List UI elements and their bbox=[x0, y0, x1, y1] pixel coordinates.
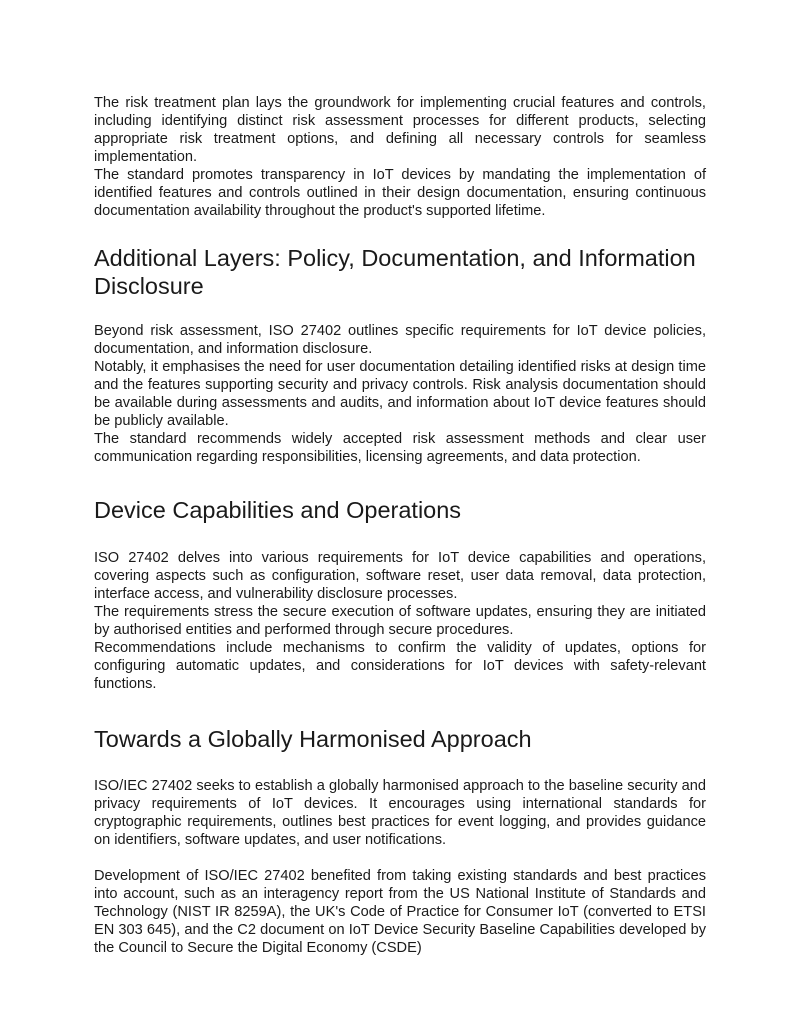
document-page bbox=[94, 94, 706, 957]
body-paragraph: The standard recommends widely accepted risk assessment methods and clear user communication regarding responsibilities, licensing agreements, and data protection. bbox=[94, 431, 706, 465]
section-device-capabilities bbox=[94, 496, 706, 693]
body-paragraph: ISO 27402 delves into various requirements for IoT device capabilities and operations, covering aspects such as configuration, software reset, user data removal, data protection, interface access, and vulnerability disclosure processes. bbox=[94, 550, 706, 602]
body-paragraph: Notably, it emphasises the need for user documentation detailing identified risks at design time and the features supporting security and privacy controls. Risk analysis documentation should be available during assessments and audits, and information about IoT device features should be publicly available. bbox=[94, 359, 706, 429]
intro-block bbox=[94, 94, 706, 220]
body-paragraph: The risk treatment plan lays the groundwork for implementing crucial features and controls, including identifying distinct risk assessment processes for different products, selecting appropriate risk treatment options, and defining all necessary controls for seamless implementation. bbox=[94, 95, 706, 165]
section-heading: Device Capabilities and Operations bbox=[94, 497, 462, 523]
section-heading: Additional Layers: Policy, Documentation, and Information Disclosure bbox=[94, 245, 696, 299]
section-heading: Towards a Globally Harmonised Approach bbox=[94, 726, 532, 752]
body-paragraph: The standard promotes transparency in IoT devices by mandating the implementation of identified features and controls outlined in their design documentation, ensuring continuous documentation availability throughout the product's supported lifetime. bbox=[94, 167, 706, 219]
body-paragraph: ISO/IEC 27402 seeks to establish a globally harmonised approach to the baseline security and privacy requirements of IoT devices. It encourages using international standards for cryptographic requirements, outlines best practices for event logging, and provides guidance on identifiers, software updates, and user notifications. bbox=[94, 778, 706, 848]
section-policy-documentation bbox=[94, 244, 706, 466]
body-paragraph: Development of ISO/IEC 27402 benefited from taking existing standards and best practices into account, such as an interagency report from the US National Institute of Standards and Technology (NIST IR 8259A), the UK's Code of Practice for Consumer IoT (converted to ETSI EN 303 645), and the C2 document on IoT Device Security Baseline Capabilities developed by the Council to Secure the Digital Economy (CSDE) bbox=[94, 868, 706, 956]
body-paragraph: Recommendations include mechanisms to confirm the validity of updates, options for configuring automatic updates, and considerations for IoT devices with safety-relevant functions. bbox=[94, 640, 706, 692]
body-paragraph: Beyond risk assessment, ISO 27402 outlines specific requirements for IoT device policies, documentation, and information disclosure. bbox=[94, 323, 706, 357]
body-paragraph: The requirements stress the secure execution of software updates, ensuring they are initiated by authorised entities and performed through secure procedures. bbox=[94, 604, 706, 638]
section-harmonised-approach bbox=[94, 725, 706, 957]
